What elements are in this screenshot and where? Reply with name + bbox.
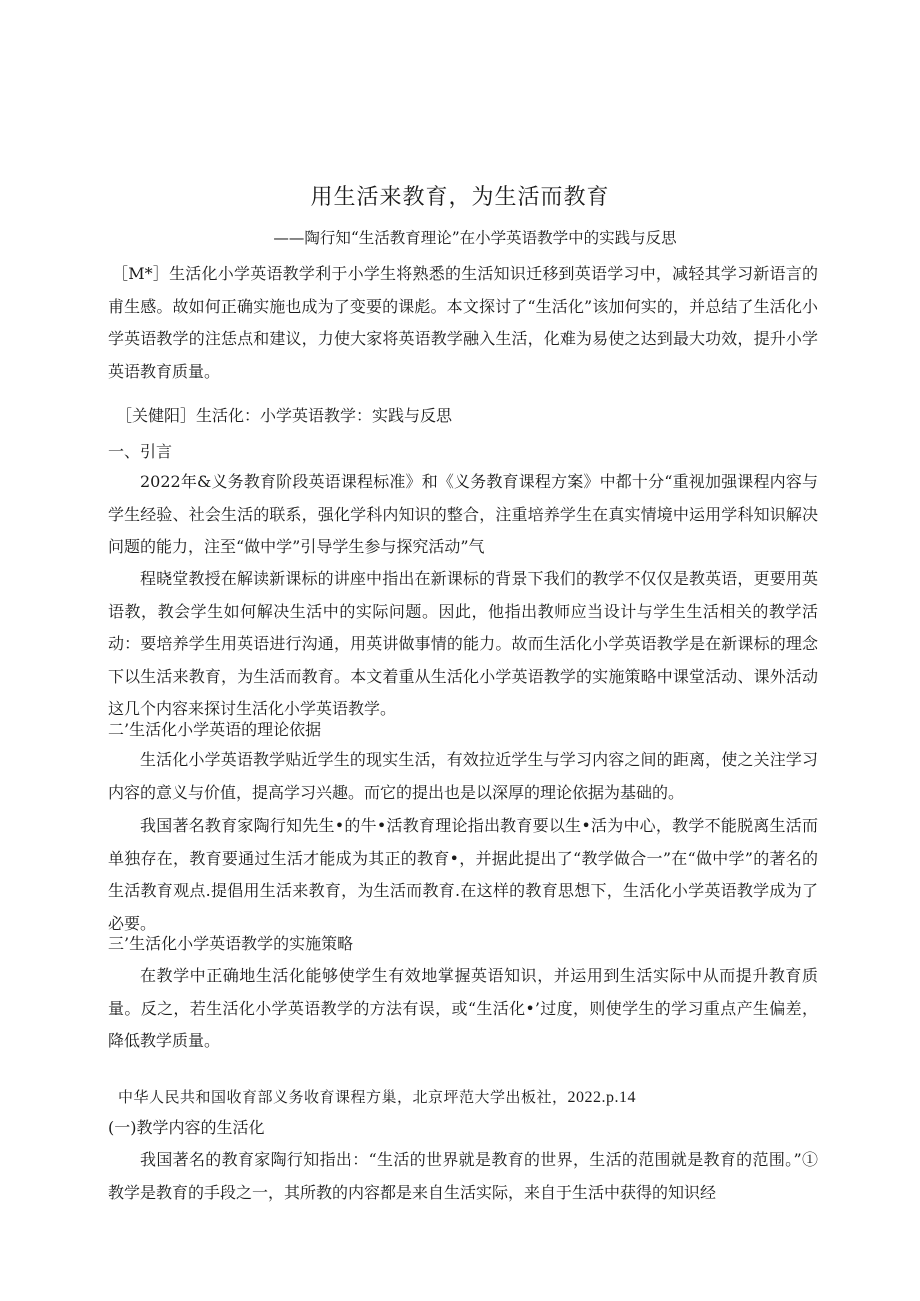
section-2-paragraph-1: 生活化小学英语教学贴近学生的现实生活，有效拉近学生与学习内容之间的距离，使之关注学习内容的意义与价值，提高学习兴趣。而它的提出也是以深厚的理论依据为基础的。 <box>108 750 818 802</box>
section-2-heading: 二’生活化小学英语的理论依据 <box>108 720 322 739</box>
page-title: 用生活来教育，为生活而教育 <box>310 185 610 210</box>
section-1-paragraph-1: 2022年&义务教育阶段英语课程标准》和《义务教育课程方案》中都十分“重视加强课程内容与学生经验、社会生活的联系，强化学科内知识的整合，注重培养学生在真实情境中运用学科知识解决问题的能力，注至“做中学”引导学生参与探究活动”气 <box>108 472 818 556</box>
footnote-text: 中华人民共和国收育部义务收育课程方巢，北京坪范大学出板社， <box>118 1088 568 1106</box>
section-1-heading: 一、引言 <box>108 442 173 461</box>
section-3-heading: 三’生活化小学英语教学的实施策略 <box>108 934 354 953</box>
subsection-paragraph-1: 我国著名的教育家陶行知指出：“生活的世界就是教育的世界，生活的范围就是教育的范围。”①教学是教育的手段之一，其所教的内容都是来自生活实际，来自于生活中获得的知识经 <box>108 1150 818 1202</box>
footnote-ref: 2022.p.14 <box>567 1089 637 1106</box>
section-2-paragraph-2: 我国著名教育家陶行知先生•的牛•活教育理论指出教育要以生•活为中心，教学不能脱离生活而单独存在，教育要通过生活才能成为其正的教育•，并据此提出了“教学做合一”在“做中学”的著名的生活教育观点.提倡用生活来教育，为生活而教育.在这样的教育思想下，生活化小学英语教学成为了必要。 <box>108 816 818 933</box>
keywords-line: ［关健阳］生活化：小学英语教学：实践与反思 <box>116 406 453 425</box>
section-1-paragraph-2: 程晓堂教授在解读新课标的讲座中指出在新课标的背景下我们的教学不仅仅是教英语，更要用英语教，教会学生如何解决生活中的实际问题。因此，他指出教师应当设计与学生生活相关的教学活动：要培养学生用英语进行沟通，用英讲做事情的能力。故而生活化小学英语教学是在新课标的理念下以生活来教育，为生活而教育。本文着重从生活化小学英语教学的实施策略中课堂活动、课外活动这几个内容来探讨生活化小学英语教学。 <box>108 569 818 718</box>
subsection-heading: (一)教学内容的生活化 <box>108 1118 265 1137</box>
abstract-paragraph: ［M*］生活化小学英语教学利于小学生将熟悉的生活知识迁移到英语学习中，减轻其学习新语言的甫生感。故如何正确实施也成为了变要的课彪。本文探讨了“生活化”该加何实的，并总结了生活化小学英语教学的注恁点和建议，力使大家将英语教学融入生活，化难为易使之达到最大功效，提升小学英语教育质量。 <box>108 264 818 381</box>
section-3-paragraph-1: 在教学中正确地生活化能够使学生有效地掌握英语知识，并运用到生活实际中从而提升教育质量。反之，若生活化小学英语教学的方法有误，或“生活化•’过度，则使学生的学习重点产生偏差，降低教学质量。 <box>108 966 818 1050</box>
page-subtitle: ——陶行知“生活教育理论”在小学英语教学中的实践与反思 <box>273 229 677 247</box>
footnote <box>118 1086 636 1107</box>
